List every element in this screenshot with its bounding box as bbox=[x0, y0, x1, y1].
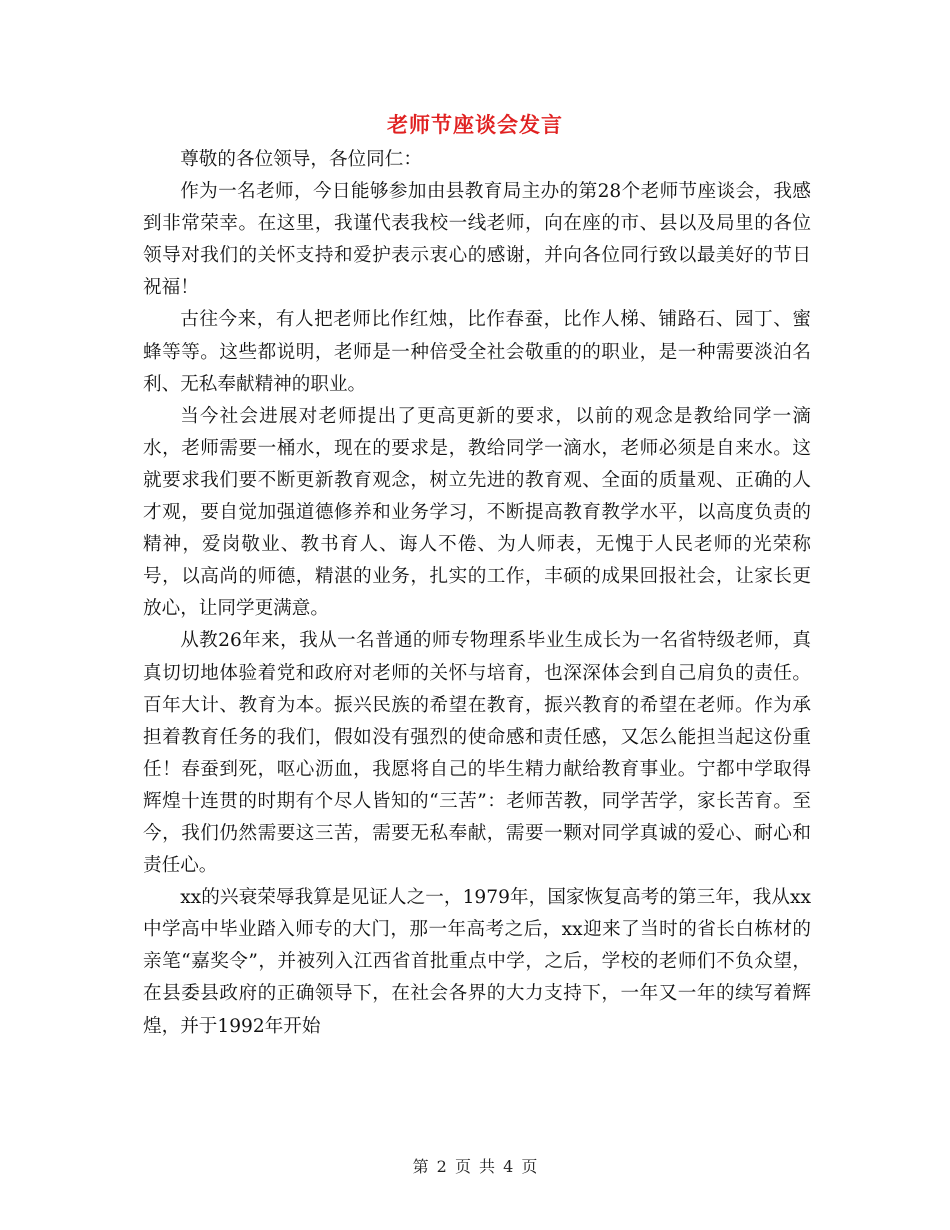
body-paragraph-5: xx的兴衰荣辱我算是见证人之一，1979年，国家恢复高考的第三年，我从xx中学高中毕业踏入师专的大门，那一年高考之后，xx迎来了当时的省长白栋材的亲笔“嘉奖令”，并被列入江西省首批重点中学，之后，学校的老师们不负众望，在县委县政府的正确领导下，在社会各界的大力支持下，一年又一年的续写着辉煌，并于1992年开始 bbox=[143, 887, 811, 1037]
document-body bbox=[143, 144, 811, 1043]
salutation-paragraph: 尊敬的各位领导，各位同仁： bbox=[180, 149, 422, 170]
document-title: 老师节座谈会发言 bbox=[387, 112, 563, 137]
page-footer: 第 2 页 共 4 页 bbox=[412, 1157, 538, 1176]
body-paragraph-1: 作为一名老师，今日能够参加由县教育局主办的第28个老师节座谈会，我感到非常荣幸。在这里，我谨代表我校一线老师，向在座的市、县以及局里的各位领导对我们的关怀支持和爱护表示衷心的感谢，并向各位同行致以最美好的节日祝福！ bbox=[143, 181, 811, 299]
body-paragraph-3: 当今社会进展对老师提出了更高更新的要求，以前的观念是教给同学一滴水，老师需要一桶水，现在的要求是，教给同学一滴水，老师必须是自来水。这就要求我们要不断更新教育观念，树立先进的教育观、全面的质量观、正确的人才观，要自觉加强道德修养和业务学习，不断提高教育教学水平，以高度负责的精神，爱岗敬业、教书育人、诲人不倦、为人师表，无愧于人民老师的光荣称号，以高尚的师德，精湛的业务，扎实的工作，丰硕的成果回报社会，让家长更放心，让同学更满意。 bbox=[143, 405, 811, 620]
body-paragraph-2: 古往今来，有人把老师比作红烛，比作春蚕，比作人梯、铺路石、园丁、蜜蜂等等。这些都说明，老师是一种倍受全社会敬重的的职业，是一种需要淡泊名利、无私奉献精神的职业。 bbox=[143, 309, 811, 395]
body-paragraph-4: 从教26年来，我从一名普通的师专物理系毕业生成长为一名省特级老师，真真切切地体验着党和政府对老师的关怀与培育，也深深体会到自己肩负的责任。百年大计、教育为本。振兴民族的希望在教育，振兴教育的希望在老师。作为承担着教育任务的我们，假如没有强烈的使命感和责任感，又怎么能担当起这份重任！春蚕到死，呕心沥血，我愿将自己的毕生精力献给教育事业。宁都中学取得辉煌十连贯的时期有个尽人皆知的“三苦”：老师苦教，同学苦学，家长苦育。至今，我们仍然需要这三苦，需要无私奉献，需要一颗对同学真诚的爱心、耐心和责任心。 bbox=[143, 630, 811, 877]
